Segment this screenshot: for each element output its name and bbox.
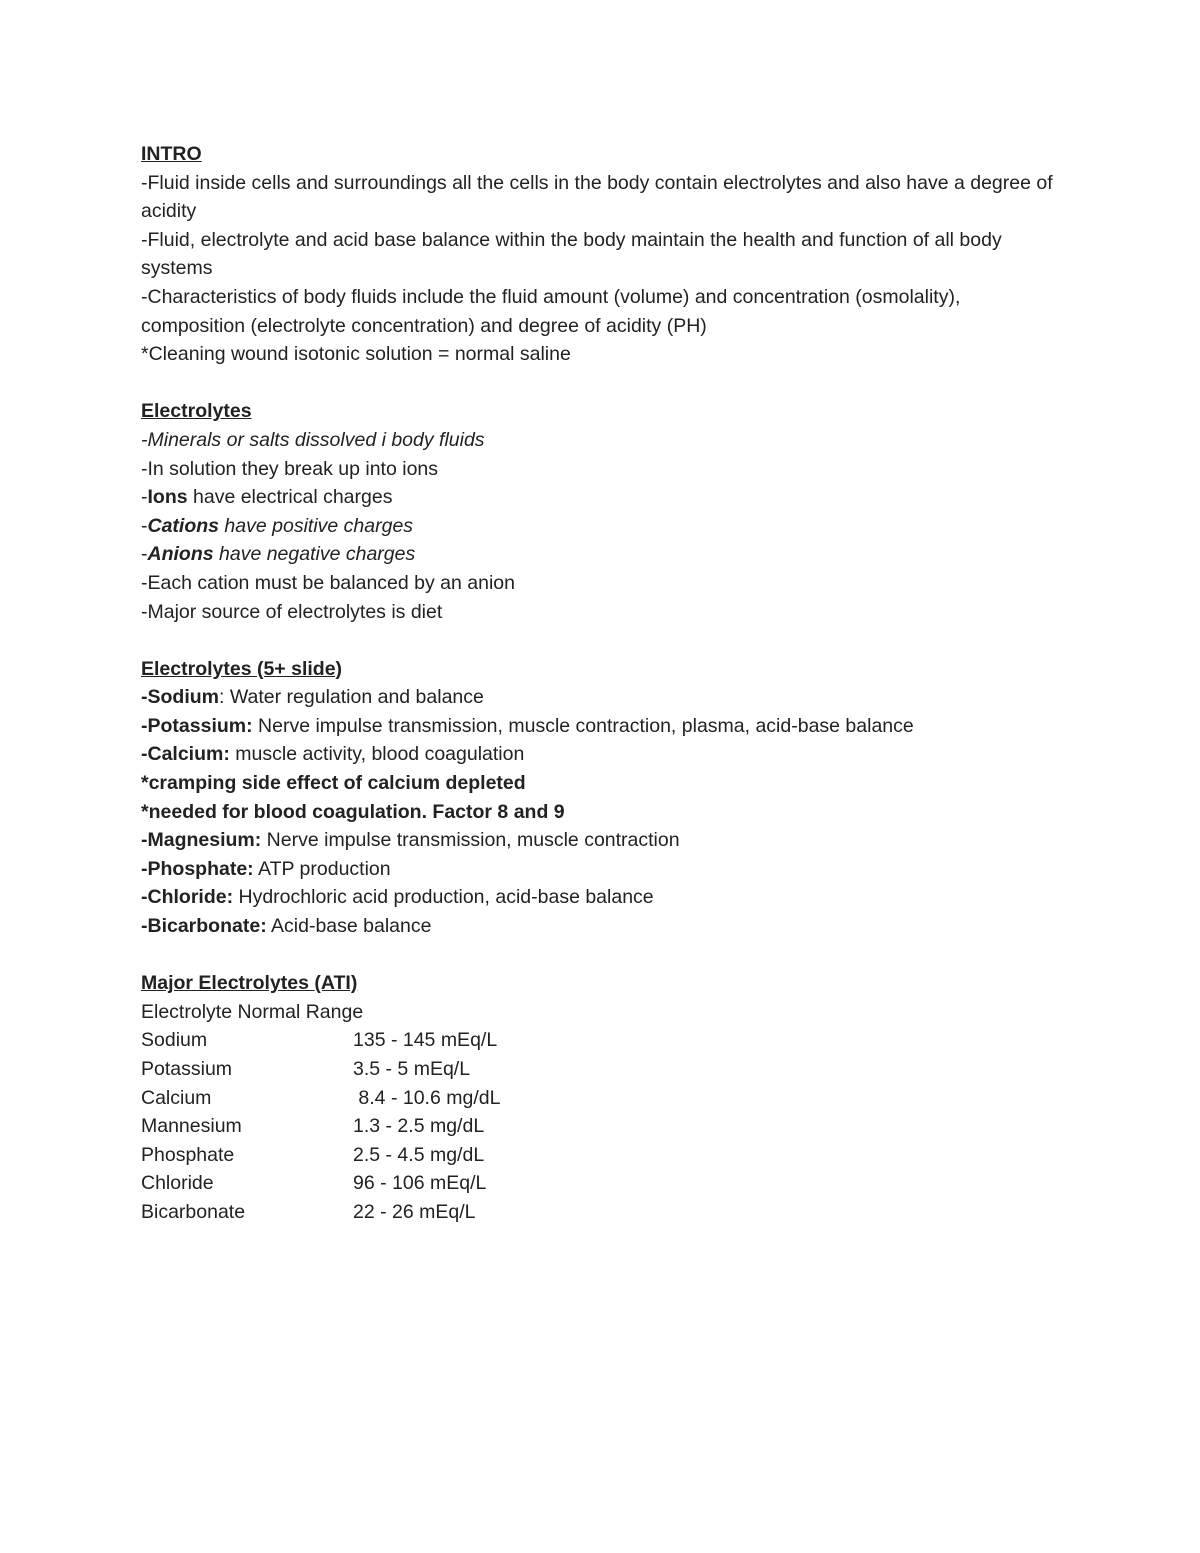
electrolytes-slide-heading: Electrolytes (5+ slide) [141,657,343,680]
section-spacer [141,941,1061,970]
range-row [141,1026,1061,1055]
electrolyte-item [141,826,1061,855]
electrolyte-term: -Phosphate: [141,857,254,880]
range-row-value: 135 - 145 mEq/L [353,1029,498,1052]
range-table-header: Electrolyte Normal Range [141,1000,364,1023]
electrolyte-term: -Calcium: [141,743,230,766]
range-row-value: 22 - 26 mEq/L [353,1200,476,1223]
electrolyte-desc: Nerve impulse transmission, muscle contraction [261,829,680,852]
electrolytes-heading: Electrolytes [141,400,252,423]
intro-section [141,140,1061,369]
range-row-name: Phosphate [141,1143,235,1166]
range-row-value: 8.4 - 10.6 mg/dL [353,1086,501,1109]
electrolytes-line: -Minerals or salts dissolved i body fluids [141,428,485,451]
electrolyte-desc: Hydrochloric acid production, acid-base balance [233,886,654,909]
electrolyte-desc: Nerve impulse transmission, muscle contraction, plasma, acid-base balance [252,714,914,737]
range-row-name: Bicarbonate [141,1200,246,1223]
term-desc: have negative charges [213,543,416,566]
electrolyte-item [141,912,1061,941]
electrolyte-item [141,683,1061,712]
electrolyte-term: -Magnesium: [141,829,262,852]
range-row [141,1169,1061,1198]
electrolytes-line: -Each cation must be balanced by an anion [141,571,515,594]
intro-heading: INTRO [141,143,202,165]
range-row [141,1084,1061,1113]
major-electrolytes-section [141,969,1061,1226]
electrolyte-item [141,883,1061,912]
dash: - [141,543,148,566]
term-desc: have electrical charges [187,486,393,509]
electrolyte-item [141,855,1061,884]
term-desc: have positive charges [219,514,414,537]
intro-line: -Characteristics of body fluids include the fluid amount (volume) and concentration (osmolality), composition (electrolyte concentration) and degree of acidity (PH) [141,285,961,337]
calcium-note: *needed for blood coagulation. Factor 8 and 9 [141,800,565,823]
range-row [141,1112,1061,1141]
range-row-name: Potassium [141,1058,233,1080]
electrolyte-term: -Sodium [141,686,219,709]
electrolytes-line: -Major source of electrolytes is diet [141,600,443,623]
document-page [141,140,1061,1227]
electrolyte-item [141,712,1061,741]
range-row-name: Chloride [141,1172,214,1195]
electrolyte-term: -Bicarbonate: [141,915,267,938]
term-cations: Cations [147,514,220,537]
electrolyte-desc: Acid-base balance [266,915,432,938]
section-spacer [141,626,1061,655]
range-row-value: 1.3 - 2.5 mg/dL [353,1115,485,1138]
range-row-name: Calcium [141,1086,212,1109]
range-row [141,1055,1061,1084]
range-row-name: Sodium [141,1029,208,1052]
term-ions: Ions [147,486,188,509]
electrolytes-line [141,540,1061,569]
term-anions: Anions [147,543,214,566]
section-spacer [141,369,1061,398]
electrolyte-term: -Potassium: [141,714,253,737]
range-row-value: 96 - 106 mEq/L [353,1172,487,1195]
electrolyte-desc: : Water regulation and balance [219,686,484,709]
electrolytes-section [141,397,1061,626]
dash: - [141,514,148,537]
electrolyte-desc: ATP production [253,857,391,880]
dash: - [141,486,148,509]
electrolytes-slide-section [141,655,1061,941]
major-electrolytes-heading: Major Electrolytes (ATI) [141,972,358,995]
electrolyte-item [141,740,1061,769]
calcium-note: *cramping side effect of calcium depleted [141,772,526,795]
range-row-value: 2.5 - 4.5 mg/dL [353,1143,485,1166]
range-row [141,1198,1061,1227]
intro-line: *Cleaning wound isotonic solution = normal saline [141,343,571,366]
electrolytes-line [141,512,1061,541]
range-row [141,1141,1061,1170]
range-row-value: 3.5 - 5 mEq/L [353,1058,471,1080]
intro-line: -Fluid, electrolyte and acid base balance within the body maintain the health and function of all body systems [141,228,1002,280]
electrolyte-term: -Chloride: [141,886,234,909]
electrolyte-desc: muscle activity, blood coagulation [229,743,525,766]
electrolytes-line [141,483,1061,512]
range-row-name: Mannesium [141,1115,242,1138]
intro-line: -Fluid inside cells and surroundings all the cells in the body contain electrolytes and also have a degree of acidity [141,171,1053,223]
electrolytes-line: -In solution they break up into ions [141,457,439,480]
